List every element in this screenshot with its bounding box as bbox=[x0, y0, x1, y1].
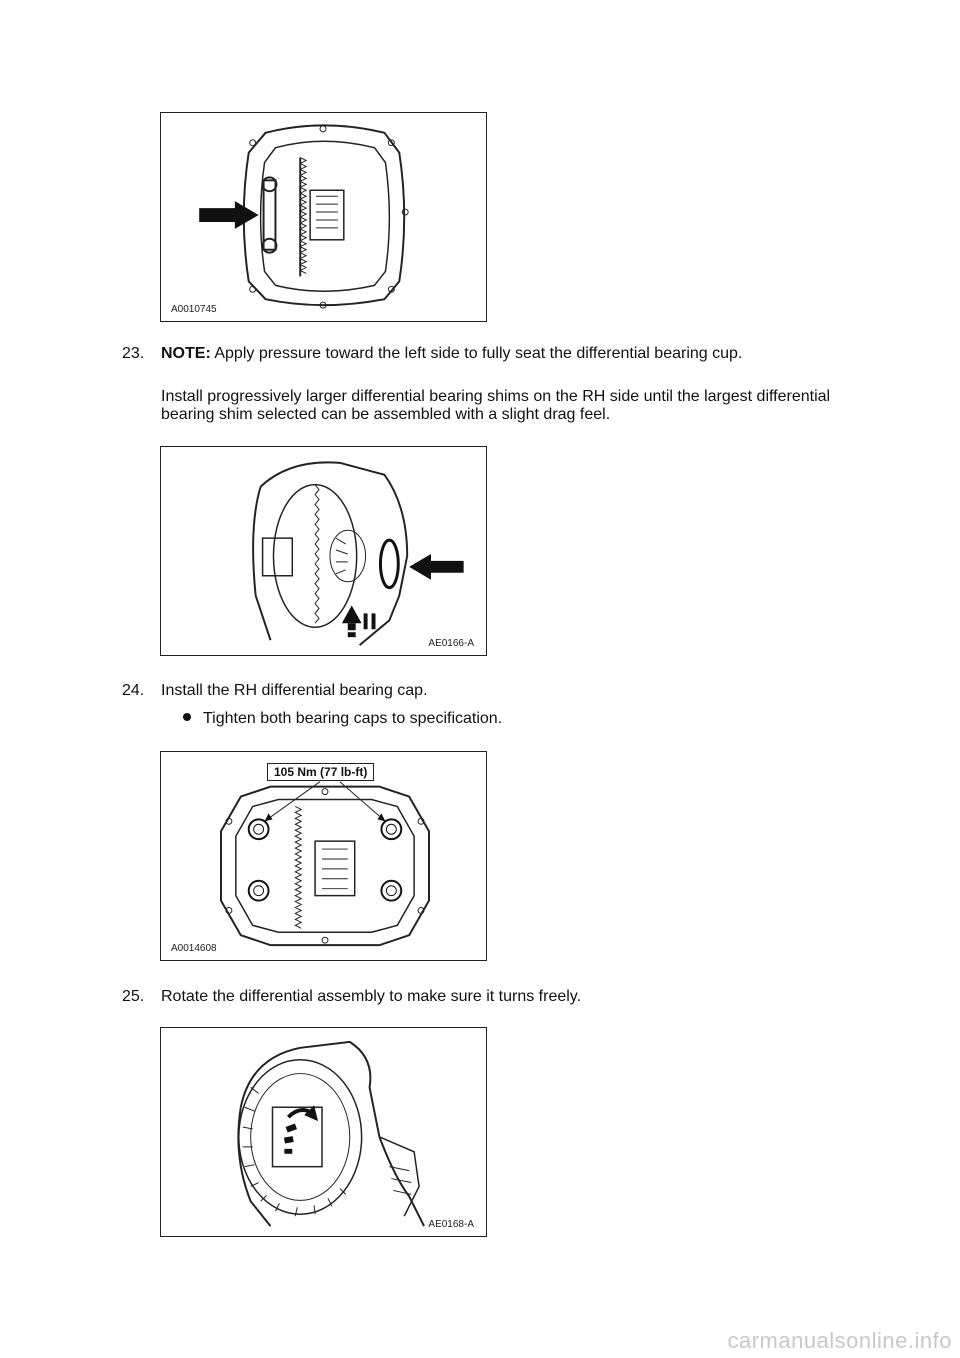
step-23-line-2: bearing shim selected can be assembled with a slight drag feel. bbox=[161, 406, 611, 423]
step-number: 23. bbox=[122, 345, 145, 362]
step-text: Install the RH differential bearing cap. bbox=[161, 682, 428, 699]
bullet-icon bbox=[183, 713, 191, 721]
figure-code: AE0168-A bbox=[428, 1219, 474, 1230]
figure-code: AE0166-A bbox=[428, 638, 474, 649]
step-number: 25. bbox=[122, 988, 145, 1005]
bullet-text: Tighten both bearing caps to specification. bbox=[203, 710, 503, 727]
figure-code: A0014608 bbox=[171, 943, 217, 954]
step-number: 24. bbox=[122, 682, 145, 699]
torque-callout: 105 Nm (77 lb-ft) bbox=[267, 763, 374, 781]
note-text: Apply pressure toward the left side to fully seat the differential bearing cup. bbox=[210, 345, 743, 362]
figure-shim-install bbox=[160, 446, 487, 656]
step-note bbox=[161, 345, 742, 363]
figure-bearing-cap-torque bbox=[160, 751, 487, 961]
differential-housing-illustration bbox=[161, 113, 486, 321]
note-label: NOTE: bbox=[161, 345, 211, 362]
figure-rotate-differential bbox=[160, 1027, 487, 1237]
rotating-differential-illustration bbox=[161, 1028, 486, 1236]
differential-shim-illustration bbox=[161, 447, 486, 655]
bearing-caps-illustration bbox=[161, 752, 486, 960]
step-23-line-1: Install progressively larger differential bearing shims on the RH side until the largest differential bbox=[161, 388, 831, 405]
bullet-item bbox=[183, 710, 502, 728]
footer-watermark: carmanualsonline.info bbox=[727, 1328, 952, 1353]
figure-bearing-cap-removal bbox=[160, 112, 487, 322]
figure-code: A0010745 bbox=[171, 304, 217, 315]
step-text: Rotate the differential assembly to make sure it turns freely. bbox=[161, 988, 582, 1005]
